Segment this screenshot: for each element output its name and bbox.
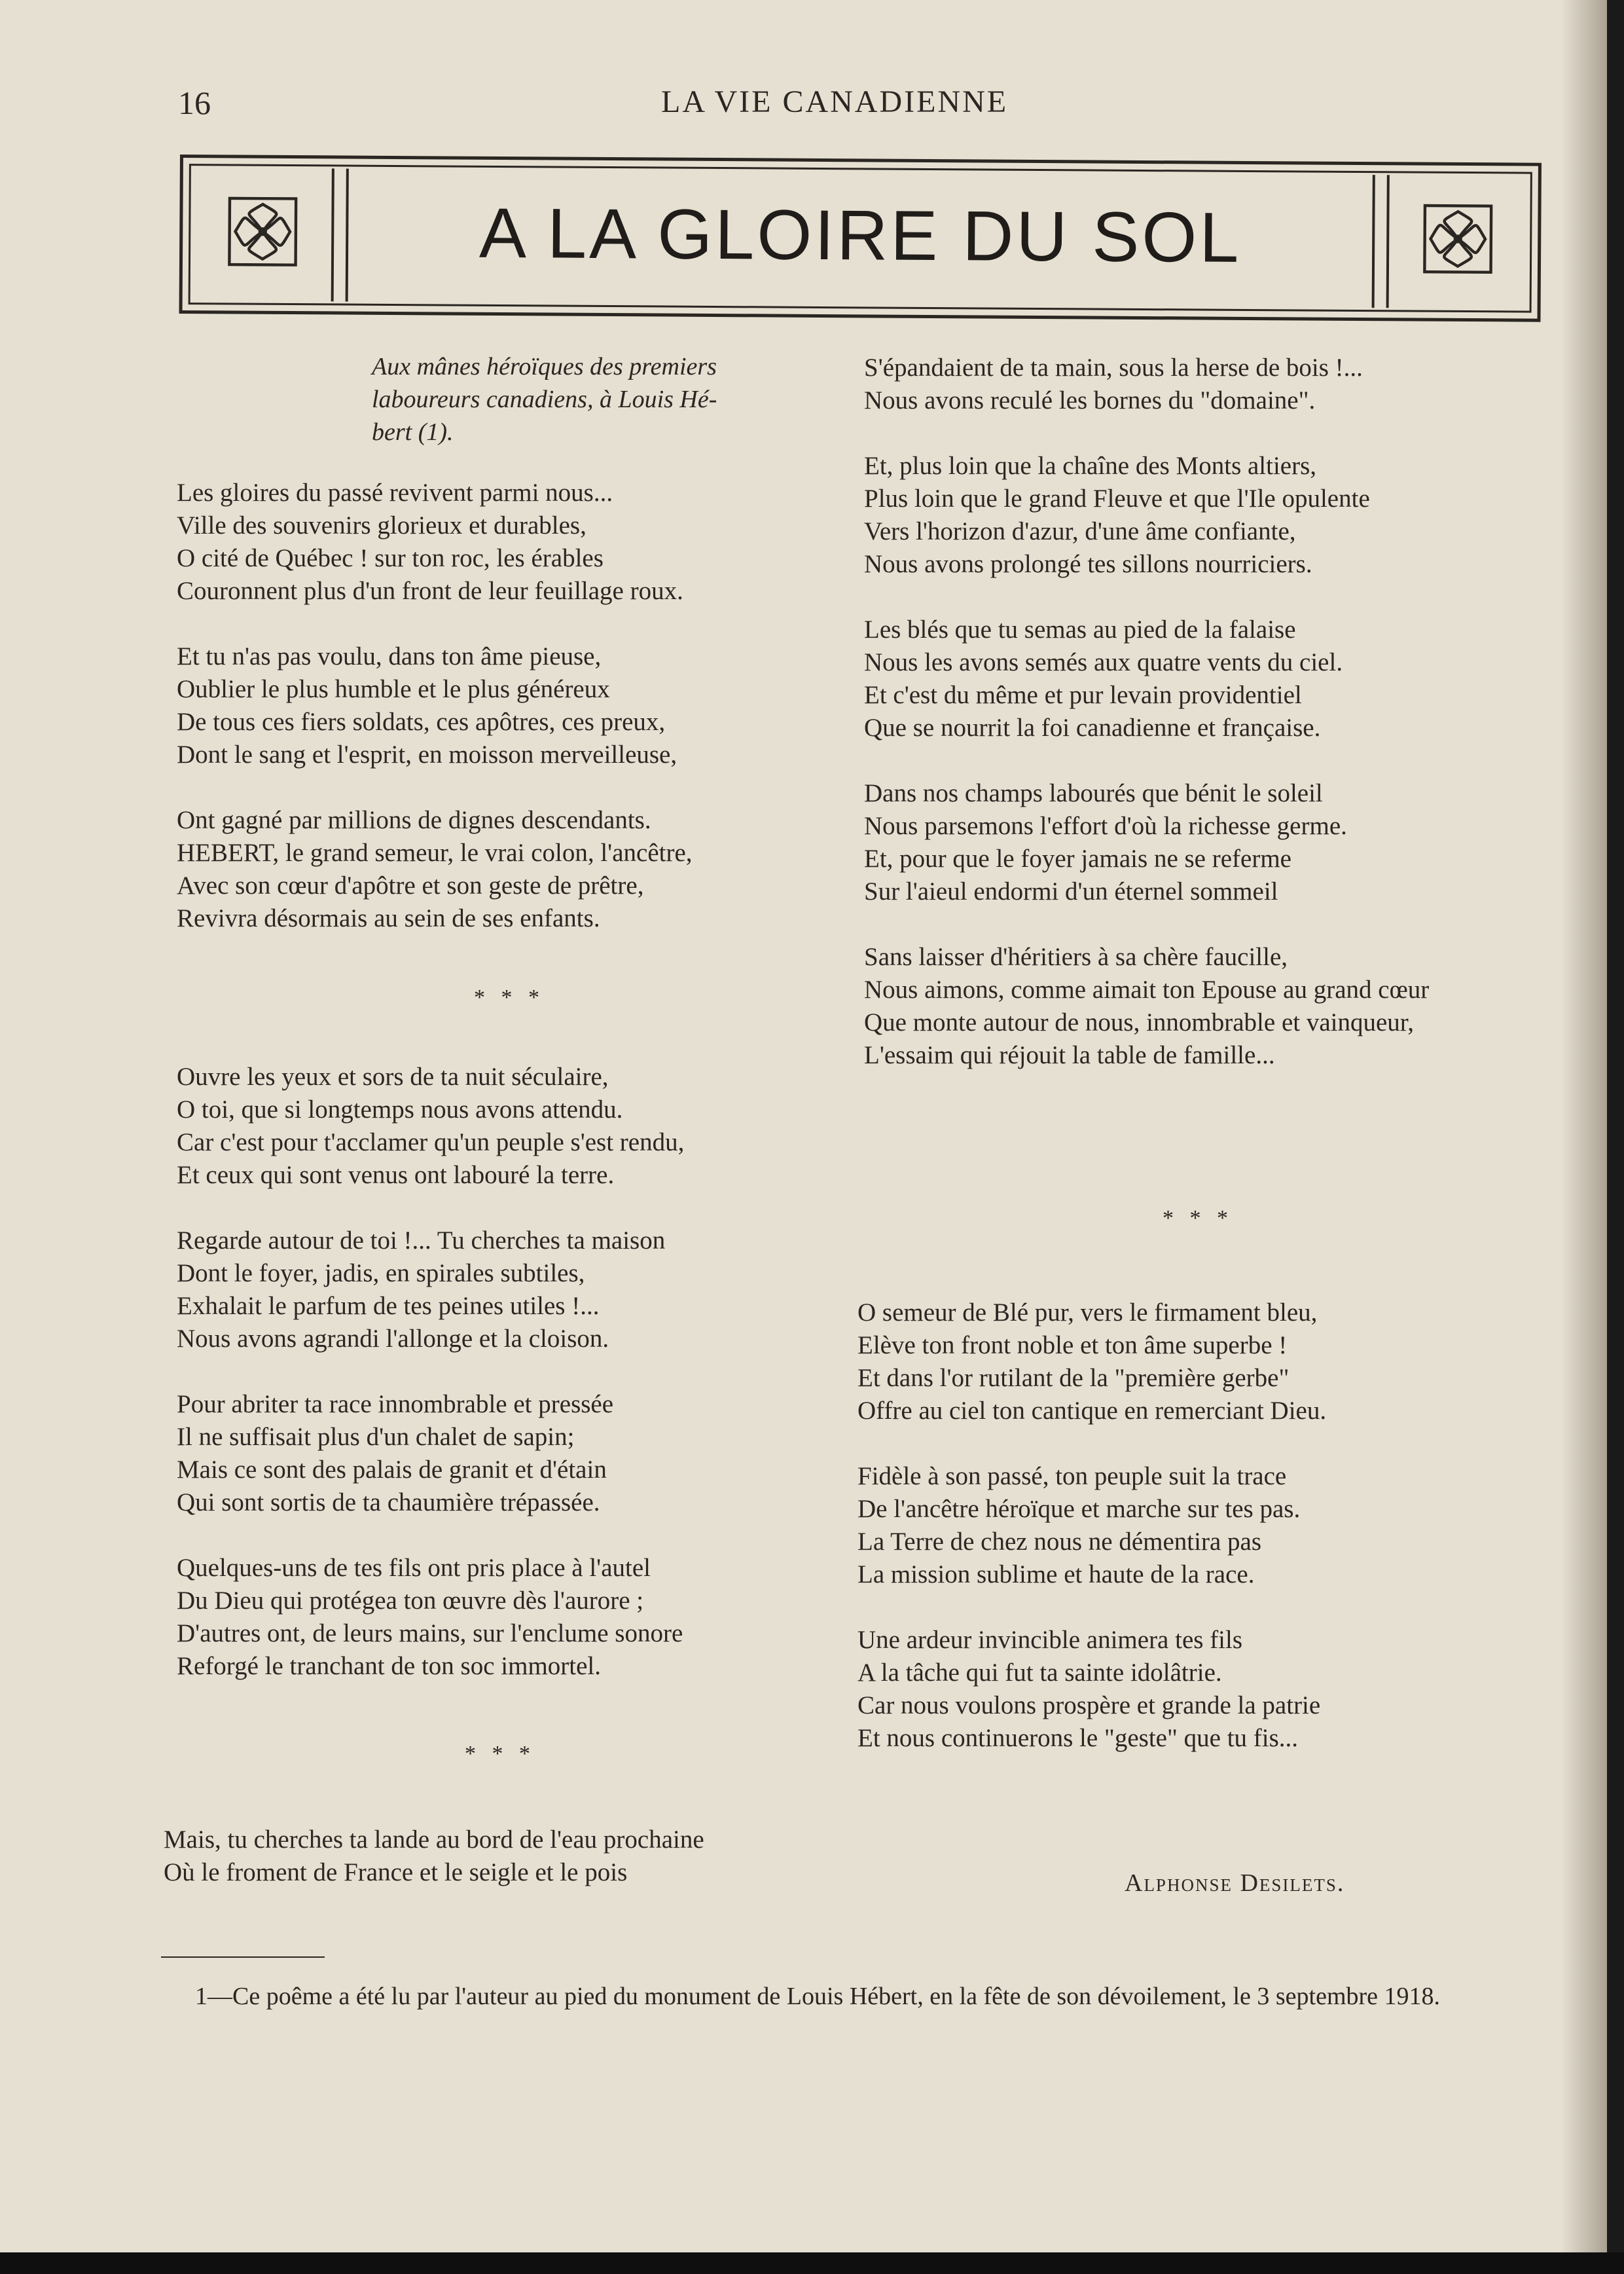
verse-line: Et, plus loin que la chaîne des Monts altiers, (864, 452, 1317, 480)
verse-line: Oublier le plus humble et le plus généreux (177, 675, 610, 703)
stanza (177, 640, 693, 771)
verse-line: Regarde autour de toi !... Tu cherches ta maison (177, 1226, 666, 1255)
stanza (177, 1061, 684, 1192)
scan-bottom-edge (0, 2252, 1624, 2274)
verse-line: Nous parsemons l'effort d'où la richesse germe. (864, 812, 1347, 840)
footnote-divider (161, 1956, 325, 1958)
verse-line: Ont gagné par millions de dignes descendants. (177, 806, 651, 834)
verse-line: Nous les avons semés aux quatre vents du ciel. (864, 648, 1343, 676)
dedication-line: bert (1). (372, 418, 454, 446)
verse-line: Revivra désormais au sein de ses enfants. (177, 904, 600, 932)
left-column-stanzas-a (177, 477, 693, 968)
right-column-stanzas-b (857, 1296, 1326, 1788)
verse-line: Et dans l'or rutilant de la "première gerbe" (857, 1364, 1290, 1392)
left-column-stanzas-b (177, 1061, 684, 1715)
verse-line: Car c'est pour t'acclamer qu'un peuple s'est rendu, (177, 1128, 685, 1156)
page-number: 16 (178, 84, 211, 121)
verse-line: Ouvre les yeux et sors de ta nuit séculaire, (177, 1063, 609, 1091)
verse-line: Les gloires du passé revivent parmi nous... (177, 479, 613, 507)
verse-line: De l'ancêtre héroïque et marche sur tes pas. (857, 1495, 1301, 1523)
stanza (177, 1388, 684, 1519)
verse-line: Dans nos champs labourés que bénit le soleil (864, 779, 1323, 807)
verse-line: Couronnent plus d'un front de leur feuillage roux. (177, 577, 683, 605)
stanza (864, 352, 1429, 417)
verse-line: Car nous voulons prospère et grande la patrie (857, 1691, 1321, 1719)
verse-line: Nous avons agrandi l'allonge et la cloison. (177, 1325, 609, 1353)
dedication-line: laboureurs canadiens, à Louis Hé- (372, 386, 717, 413)
verse-line: Où le froment de France et le seigle et le pois (164, 1858, 628, 1886)
section-separator: * * * (465, 1742, 535, 1766)
poem-title: A LA GLOIRE DU SOL (478, 193, 1242, 277)
verse-line: Et ceux qui sont venus ont labouré la terre. (177, 1161, 615, 1189)
verse-line: Avec son cœur d'apôtre et son geste de prêtre, (177, 871, 644, 900)
verse-line: O toi, que si longtemps nous avons attendu. (177, 1095, 623, 1124)
stanza (857, 1296, 1326, 1427)
verse-line: Nous avons prolongé tes sillons nourriciers. (864, 550, 1312, 578)
verse-line: Quelques-uns de tes fils ont pris place à l'autel (177, 1554, 651, 1582)
title-frame (179, 155, 1542, 322)
verse-line: O cité de Québec ! sur ton roc, les érables (177, 544, 604, 572)
running-head: LA VIE CANADIENNE (661, 84, 1009, 119)
verse-line: Dont le sang et l'esprit, en moisson merveilleuse, (177, 741, 677, 769)
verse-line: Pour abriter ta race innombrable et pressée (177, 1390, 614, 1418)
verse-line: Nous avons reculé les bornes du "domaine". (864, 386, 1316, 414)
quatrefoil-ornament-icon (1422, 203, 1494, 276)
stanza (177, 1224, 684, 1355)
verse-line: Et, pour que le foyer jamais ne se referme (864, 845, 1291, 873)
verse-line: Plus loin que le grand Fleuve et que l'Ile opulente (864, 485, 1370, 513)
stanza (864, 450, 1429, 581)
verse-line: Offre au ciel ton cantique en remerciant Dieu. (857, 1397, 1327, 1425)
verse-line: Les blés que tu semas au pied de la falaise (864, 615, 1296, 644)
stanza (164, 1824, 704, 1889)
stanza (177, 477, 693, 608)
verse-line: Que se nourrit la foi canadienne et française. (864, 714, 1321, 742)
verse-line: La Terre de chez nous ne démentira pas (857, 1528, 1262, 1556)
verse-line: Dont le foyer, jadis, en spirales subtiles, (177, 1259, 585, 1287)
stanza (864, 777, 1429, 908)
section-separator: * * * (474, 985, 545, 1010)
quatrefoil-ornament-icon (226, 195, 299, 268)
verse-line: Fidèle à son passé, ton peuple suit la trace (857, 1462, 1287, 1490)
verse-line: Reforgé le tranchant de ton soc immortel. (177, 1652, 601, 1680)
verse-line: Et nous continuerons le "geste" que tu fis... (857, 1724, 1299, 1752)
section-separator: * * * (1163, 1206, 1233, 1230)
verse-line: L'essaim qui réjouit la table de famille... (864, 1041, 1275, 1069)
verse-line: A la tâche qui fut ta sainte idolâtrie. (857, 1659, 1222, 1687)
verse-line: O semeur de Blé pur, vers le firmament bleu, (857, 1298, 1318, 1327)
verse-line: De tous ces fiers soldats, ces apôtres, ces preux, (177, 708, 666, 736)
verse-line: Et tu n'as pas voulu, dans ton âme pieuse, (177, 642, 602, 670)
right-column-stanzas-a (864, 352, 1429, 1105)
verse-line: Du Dieu qui protégea ton œuvre dès l'aurore ; (177, 1586, 644, 1615)
dedication (372, 350, 717, 449)
left-column-stanzas-c (164, 1824, 704, 1922)
stanza (857, 1460, 1326, 1591)
verse-line: Que monte autour de nous, innombrable et vainqueur, (864, 1008, 1414, 1036)
verse-line: Mais ce sont des palais de granit et d'étain (177, 1456, 607, 1484)
verse-line: Et c'est du même et pur levain providentiel (864, 681, 1302, 709)
verse-line: Sur l'aieul endormi d'un éternel sommeil (864, 877, 1278, 906)
footnote: 1—Ce poême a été lu par l'auteur au pied du monument de Louis Hébert, en la fête de son dévoilement, le 3 septembre 1918. (195, 1983, 1441, 2010)
stanza (177, 804, 693, 935)
stanza (177, 1552, 684, 1683)
verse-line: Elève ton front noble et ton âme superbe ! (857, 1331, 1288, 1359)
dedication-line: Aux mânes héroïques des premiers (372, 353, 717, 380)
stanza (864, 941, 1429, 1072)
verse-line: Une ardeur invincible animera tes fils (857, 1626, 1243, 1654)
verse-line: Ville des souvenirs glorieux et durables, (177, 511, 586, 540)
verse-line: Il ne suffisait plus d'un chalet de sapin; (177, 1423, 575, 1451)
stanza (864, 614, 1429, 744)
author-signature: Alphonse Desilets. (1125, 1869, 1345, 1897)
stanza (857, 1624, 1326, 1755)
verse-line: Sans laisser d'héritiers à sa chère faucille, (864, 943, 1288, 971)
verse-line: Vers l'horizon d'azur, d'une âme confiante, (864, 517, 1296, 545)
verse-line: Exhalait le parfum de tes peines utiles !... (177, 1292, 600, 1320)
verse-line: D'autres ont, de leurs mains, sur l'enclume sonore (177, 1619, 683, 1647)
verse-line: La mission sublime et haute de la race. (857, 1560, 1255, 1588)
verse-line: S'épandaient de ta main, sous la herse de bois !... (864, 354, 1363, 382)
verse-line: HEBERT, le grand semeur, le vrai colon, l'ancêtre, (177, 839, 693, 867)
verse-line: Mais, tu cherches ta lande au bord de l'eau prochaine (164, 1825, 704, 1854)
verse-line: Qui sont sortis de ta chaumière trépassée. (177, 1488, 600, 1516)
verse-line: Nous aimons, comme aimait ton Epouse au grand cœur (864, 976, 1430, 1004)
